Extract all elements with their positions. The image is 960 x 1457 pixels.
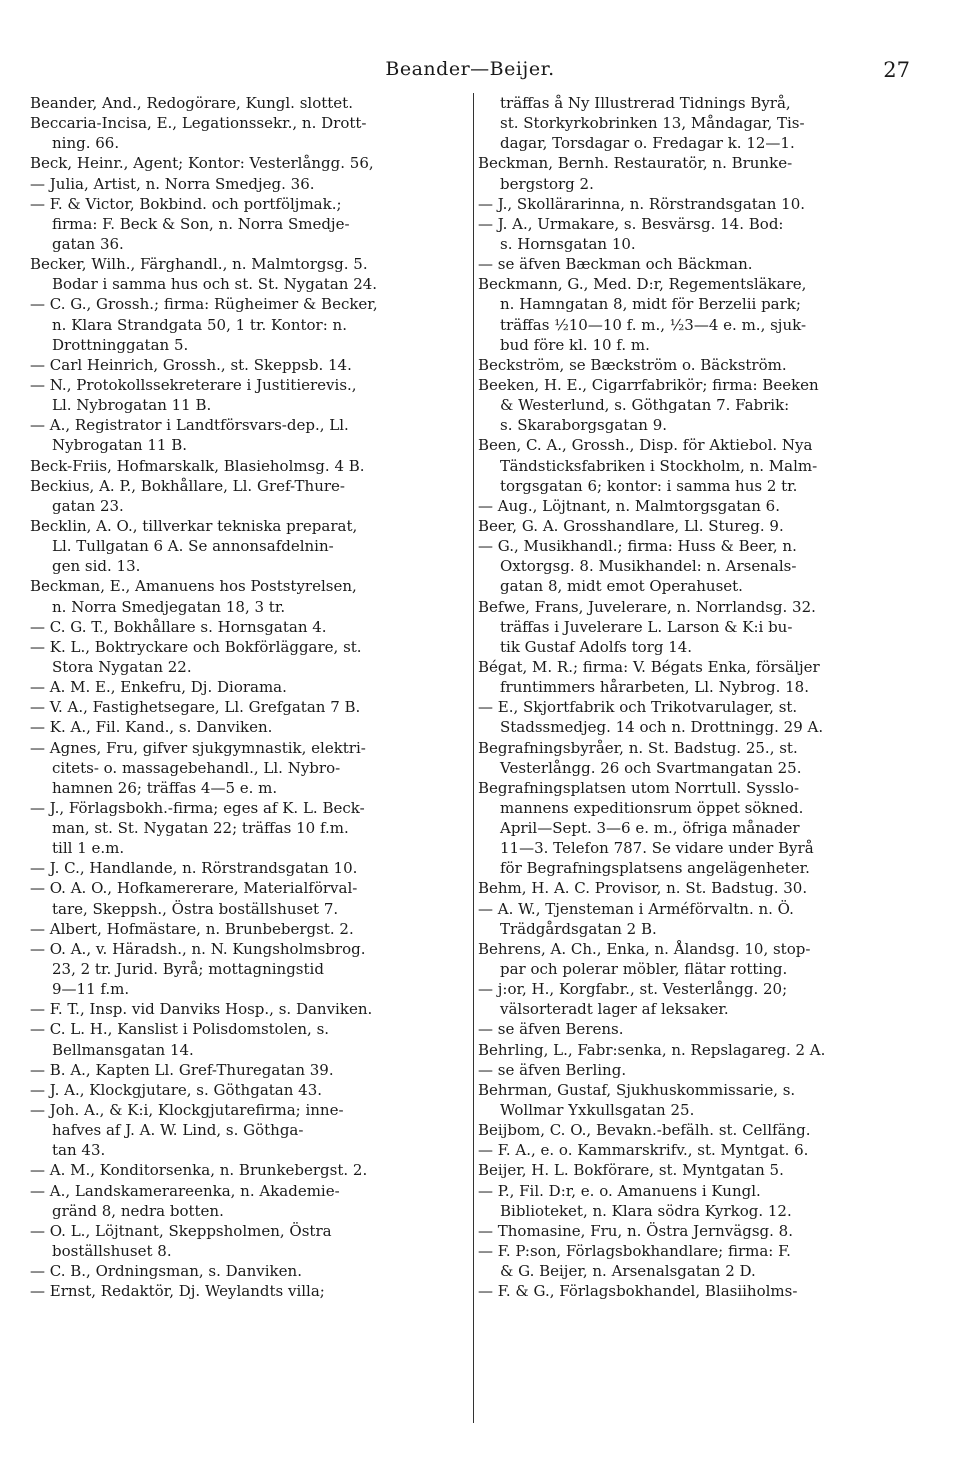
directory-line: Behrman, Gustaf, Sjukhuskommissarie, s.	[478, 1080, 796, 1099]
directory-line: — V. A., Fastighetsegare, Ll. Grefgatan 7 B.	[30, 698, 361, 717]
directory-line: Bégat, M. R.; firma: V. Bégats Enka, försäljer	[478, 657, 820, 676]
directory-line: — Agnes, Fru, gifver sjukgymnastik, elektri-	[30, 738, 366, 757]
directory-line: — O. A. O., Hofkamererare, Materialförval-	[30, 879, 358, 898]
directory-line: st. Storkyrkobrinken 13, Måndagar, Tis-	[500, 114, 805, 133]
directory-line: — O. A., v. Häradsh., n. N. Kungsholmsbrog.	[30, 939, 366, 958]
directory-line: träffas å Ny Illustrerad Tidnings Byrå,	[500, 94, 791, 112]
directory-line: gatan 36.	[52, 234, 124, 253]
directory-line: & Westerlund, s. Göthgatan 7. Fabrik:	[500, 396, 790, 415]
directory-line: träffas i Juvelerare L. Larson & K:i bu-	[500, 617, 793, 636]
directory-line: Beer, G. A. Grosshandlare, Ll. Stureg. 9.	[478, 516, 784, 535]
directory-line: fruntimmers hårarbeten, Ll. Nybrog. 18.	[500, 678, 809, 697]
directory-line: — C. B., Ordningsman, s. Danviken.	[30, 1262, 302, 1281]
directory-line: träffas ½10—10 f. m., ½3—4 e. m., sjuk-	[500, 315, 807, 334]
directory-line: för Begrafningsplatsens angelägenheter.	[500, 859, 810, 878]
directory-line: 23, 2 tr. Jurid. Byrå; mottagningstid	[52, 960, 324, 979]
directory-line: gatan 8, midt emot Operahuset.	[500, 577, 743, 596]
directory-line: Drottninggatan 5.	[52, 335, 189, 354]
directory-line: Becklin, A. O., tillverkar tekniska preparat,	[30, 516, 358, 535]
directory-line: — J., Förlagsbokh.-firma; eges af K. L. Beck-	[30, 798, 365, 817]
directory-line: Vesterlångg. 26 och Svartmangatan 25.	[500, 758, 802, 777]
directory-line: Nybrogatan 11 B.	[52, 436, 187, 455]
directory-line: — N., Protokollssekreterare i Justitierevis.,	[30, 375, 357, 394]
directory-line: — F. & G., Förlagsbokhandel, Blasiiholms-	[478, 1282, 798, 1301]
directory-line: — Albert, Hofmästare, n. Brunbebergst. 2.	[30, 919, 354, 938]
directory-line: Beander, And., Redogörare, Kungl. slottet.	[30, 94, 353, 112]
directory-line: — B. A., Kapten Ll. Gref-Thuregatan 39.	[30, 1060, 334, 1079]
directory-line: Beckman, Bernh. Restauratör, n. Brunke-	[478, 154, 793, 173]
directory-line: torgsgatan 6; kontor: i samma hus 2 tr.	[500, 476, 798, 495]
directory-line: — F. T., Insp. vid Danviks Hosp., s. Danviken.	[30, 1000, 373, 1019]
directory-line: — Aug., Löjtnant, n. Malmtorgsgatan 6.	[478, 496, 780, 515]
directory-line: boställshuset 8.	[52, 1242, 172, 1261]
directory-line: Beccaria-Incisa, E., Legationssekr., n. Drott-	[30, 114, 367, 133]
directory-line: 11—3. Telefon 787. Se vidare under Byrå	[500, 839, 814, 858]
directory-line: Beckmann, G., Med. D:r, Regementsläkare,	[478, 275, 807, 294]
directory-line: bud före kl. 10 f. m.	[500, 335, 650, 354]
directory-line: till 1 e.m.	[52, 839, 125, 858]
directory-line: — Ernst, Redaktör, Dj. Weylandts villa;	[30, 1282, 325, 1301]
directory-line: — Joh. A., & K:i, Klockgjutarefirma; inne-	[30, 1101, 344, 1120]
directory-line: Beeken, H. E., Cigarrfabrikör; firma: Beeken	[478, 375, 819, 394]
directory-line: — K. A., Fil. Kand., s. Danviken.	[30, 718, 273, 737]
directory-line: man, st. St. Nygatan 22; träffas 10 f.m.	[52, 819, 349, 838]
directory-line: dagar, Torsdagar o. Fredagar k. 12—1.	[500, 134, 795, 153]
directory-line: tan 43.	[52, 1141, 106, 1160]
directory-line: Beijbom, C. O., Bevakn.-befälh. st. Cellfäng.	[478, 1121, 811, 1140]
directory-line: hafves af J. A. W. Lind, s. Göthga-	[52, 1121, 304, 1140]
directory-line: — C. G. T., Bokhållare s. Hornsgatan 4.	[30, 617, 327, 636]
directory-line: mannens expeditionsrum öppet sökned.	[500, 798, 804, 817]
directory-line: — A. W., Tjensteman i Arméförvaltn. n. Ö.	[478, 899, 794, 918]
directory-line: Beckius, A. P., Bokhållare, Ll. Gref-Thure-	[30, 476, 345, 495]
directory-line: — P., Fil. D:r, e. o. Amanuens i Kungl.	[478, 1181, 761, 1200]
directory-line: Beck-Friis, Hofmarskalk, Blasieholmsg. 4 B.	[30, 456, 365, 475]
directory-line: — G., Musikhandl.; firma: Huss & Beer, n.	[478, 537, 797, 556]
directory-line: Becker, Wilh., Färghandl., n. Malmtorgsg. 5.	[30, 255, 368, 274]
directory-line: s. Hornsgatan 10.	[500, 234, 636, 253]
directory-line: — A., Registrator i Landtförsvars-dep., Ll.	[30, 416, 349, 435]
directory-line: 9—11 f.m.	[52, 980, 130, 999]
directory-line: Biblioteket, n. Klara södra Kyrkog. 12.	[500, 1201, 792, 1220]
directory-line: Behm, H. A. C. Provisor, n. St. Badstug. 30.	[478, 879, 808, 898]
directory-line: — J. C., Handlande, n. Rörstrandsgatan 10.	[30, 859, 358, 878]
directory-line: — J. A., Urmakare, s. Besvärsg. 14. Bod:	[478, 214, 784, 233]
directory-line: Beckman, E., Amanuens hos Poststyrelsen,	[30, 577, 357, 596]
directory-line: hamnen 26; träffas 4—5 e. m.	[52, 778, 278, 797]
directory-line: Begrafningsbyråer, n. St. Badstug. 25., st.	[478, 738, 798, 757]
directory-line: — K. L., Boktryckare och Bokförläggare, st.	[30, 637, 362, 656]
directory-line: Trädgårdsgatan 2 B.	[500, 919, 657, 938]
directory-line: gränd 8, nedra botten.	[52, 1201, 224, 1220]
directory-line: — O. L., Löjtnant, Skeppsholmen, Östra	[30, 1221, 332, 1240]
directory-line: — se äfven Berens.	[478, 1020, 624, 1039]
directory-line: — A. M. E., Enkefru, Dj. Diorama.	[30, 678, 287, 697]
directory-line: ning. 66.	[52, 134, 120, 153]
directory-line: tik Gustaf Adolfs torg 14.	[500, 637, 693, 656]
directory-line: Wollmar Yxkullsgatan 25.	[500, 1101, 695, 1120]
directory-line: s. Skaraborgsgatan 9.	[500, 416, 668, 435]
left-column	[30, 93, 470, 1301]
page-header	[30, 58, 910, 88]
directory-line: — A. M., Konditorsenka, n. Brunkebergst. 2.	[30, 1161, 368, 1180]
directory-line: n. Norra Smedjegatan 18, 3 tr.	[52, 597, 286, 616]
directory-line: Beijer, H. L. Bokförare, st. Myntgatan 5.	[478, 1161, 784, 1180]
directory-line: — Julia, Artist, n. Norra Smedjeg. 36.	[30, 174, 315, 193]
directory-line: — F. P:son, Förlagsbokhandlare; firma: F.	[478, 1242, 791, 1261]
directory-line: — C. L. H., Kanslist i Polisdomstolen, s.	[30, 1020, 330, 1039]
directory-line: Befwe, Frans, Juvelerare, n. Norrlandsg. 32.	[478, 597, 816, 616]
directory-line: — C. G., Grossh.; firma: Rügheimer & Becker,	[30, 295, 378, 314]
directory-line: Oxtorgsg. 8. Musikhandel: n. Arsenals-	[500, 557, 797, 576]
directory-line: — se äfven Berling.	[478, 1060, 627, 1079]
directory-line: par och polerar möbler, flätar rotting.	[500, 960, 788, 979]
directory-line: Ll. Tullgatan 6 A. Se annonsafdelnin-	[52, 537, 334, 556]
directory-line: Beck, Heinr., Agent; Kontor: Vesterlångg. 56,	[30, 154, 374, 173]
directory-line: — J., Skollärarinna, n. Rörstrandsgatan 10.	[478, 194, 806, 213]
directory-line: — E., Skjortfabrik och Trikotvarulager, st.	[478, 698, 798, 717]
directory-line: Behrens, A. Ch., Enka, n. Ålandsg. 10, stop-	[478, 939, 811, 958]
directory-line: — Carl Heinrich, Grossh., st. Skeppsb. 14.	[30, 355, 352, 374]
directory-line: Ll. Nybrogatan 11 B.	[52, 396, 212, 415]
directory-line: & G. Beijer, n. Arsenalsgatan 2 D.	[500, 1262, 756, 1281]
running-title: Beander—Beijer.	[385, 58, 555, 80]
directory-line: Been, C. A., Grossh., Disp. för Aktiebol. Nya	[478, 436, 813, 455]
directory-line: bergstorg 2.	[500, 174, 594, 193]
column-divider	[473, 93, 474, 1423]
directory-line: Beckström, se Bæckström o. Bäckström.	[478, 355, 787, 374]
directory-line: — A., Landskamerareenka, n. Akademie-	[30, 1181, 340, 1200]
right-column	[478, 93, 930, 1301]
directory-line: välsorteradt lager af leksaker.	[500, 1000, 729, 1019]
directory-line: — j:or, H., Korgfabr., st. Vesterlångg. 20;	[478, 980, 788, 999]
directory-line: gatan 23.	[52, 496, 124, 515]
directory-line: Begrafningsplatsen utom Norrtull. Sysslo-	[478, 778, 800, 797]
directory-line: Stora Nygatan 22.	[52, 657, 192, 676]
directory-line: gen sid. 13.	[52, 557, 141, 576]
directory-line: firma: F. Beck & Son, n. Norra Smedje-	[52, 214, 350, 233]
directory-line: April—Sept. 3—6 e. m., öfriga månader	[500, 819, 800, 838]
directory-line: n. Hamngatan 8, midt för Berzelii park;	[500, 295, 801, 314]
directory-line: — F. & Victor, Bokbind. och portföljmak.;	[30, 194, 342, 213]
directory-line: — F. A., e. o. Kammarskrifv., st. Myntgat. 6.	[478, 1141, 809, 1160]
directory-line: Tändsticksfabriken i Stockholm, n. Malm-	[500, 456, 818, 475]
directory-line: tare, Skeppsh., Östra boställshuset 7.	[52, 899, 339, 918]
directory-line: — se äfven Bæckman och Bäckman.	[478, 255, 753, 274]
directory-line: Behrling, L., Fabr:senka, n. Repslagareg. 2 A.	[478, 1040, 826, 1059]
directory-line: Stadssmedjeg. 14 och n. Drottningg. 29 A.	[500, 718, 824, 737]
directory-line: — Thomasine, Fru, n. Östra Jernvägsg. 8.	[478, 1221, 793, 1240]
page-number: 27	[883, 58, 910, 82]
directory-line: Bellmansgatan 14.	[52, 1040, 194, 1059]
directory-line: Bodar i samma hus och st. St. Nygatan 24.	[52, 275, 378, 294]
directory-line: — J. A., Klockgjutare, s. Göthgatan 43.	[30, 1080, 323, 1099]
directory-line: citets- o. massagebehandl., Ll. Nybro-	[52, 758, 341, 777]
directory-line: n. Klara Strandgata 50, 1 tr. Kontor: n.	[52, 315, 347, 334]
